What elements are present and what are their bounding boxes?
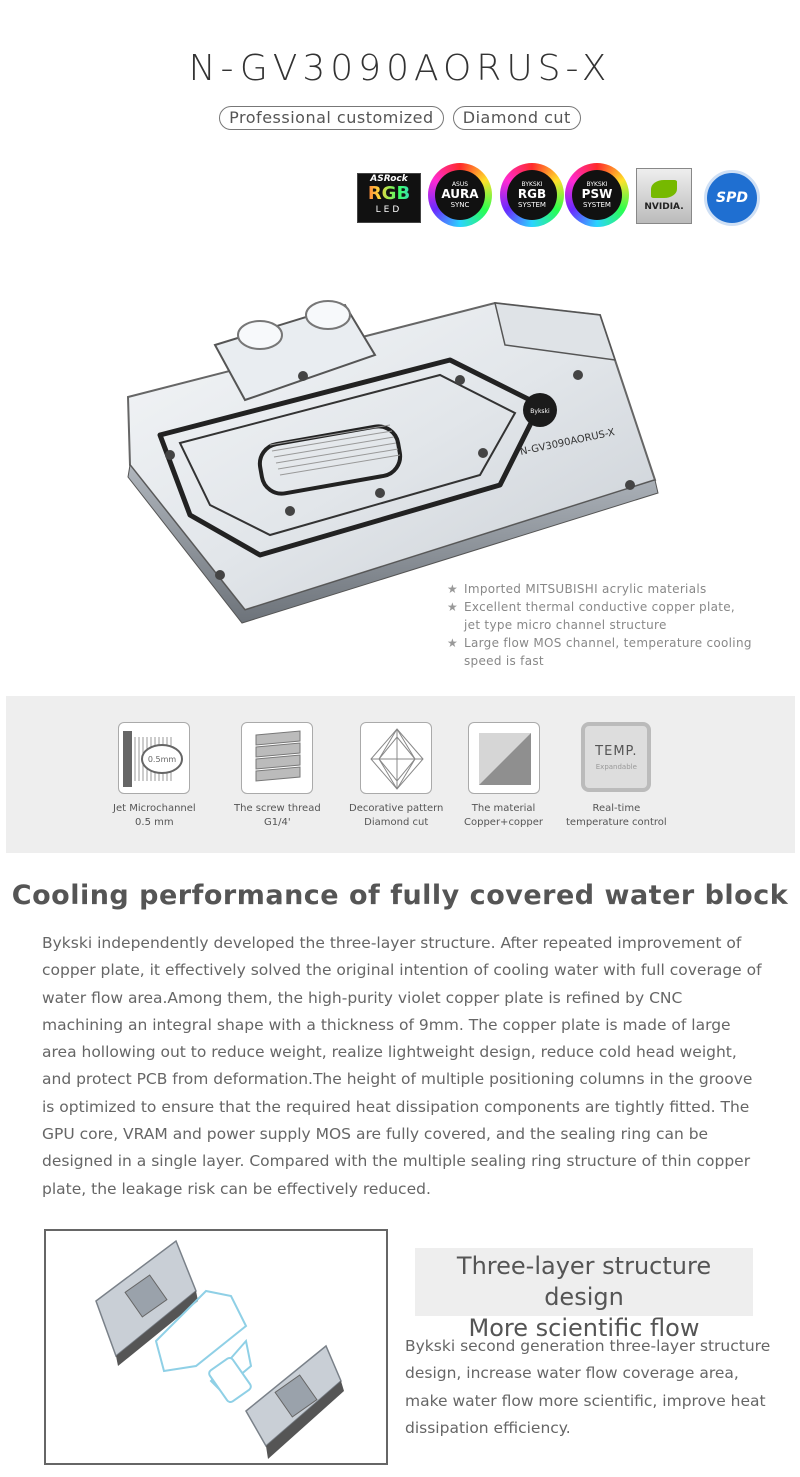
star-icon: ★	[447, 636, 459, 650]
tag-professional: Professional customized	[219, 106, 444, 130]
three-layer-body: Bykski second generation three-layer structure design, increase water flow coverage area, make water flow more scientific, improve heat dissipation efficiency.	[405, 1337, 771, 1437]
feature-item: ★ Large flow MOS channel, temperature cooling speed is fast	[447, 636, 752, 668]
temperature-icon: TEMP. Expandable	[581, 722, 651, 792]
spec-temperature: TEMP. Expandable Real-time temperature control	[566, 722, 667, 830]
nvidia-eye-icon	[651, 180, 677, 198]
spec-diamond-pattern: Decorative pattern Diamond cut	[349, 722, 443, 830]
water-block-image	[120, 285, 680, 625]
cooling-body: Bykski independently developed the three-layer structure. After repeated improvement of copper plate, it effectively solved the original intention of cooling water with full coverage of water flow area.Among them, the high-purity violet copper plate is refined by CNC machining an integral shape with a thickness of 9mm. The copper plate is made of large area hollowing out to reduce weight, realize lightweight design, reduce cold head weight, and protect PCB from deformation.The height of multiple positioning columns in the groove is optimized to ensure that the required heat dissipation components are tightly fitted. The GPU core, VRAM and power supply MOS are fully covered, and the sealing ring can be designed in a single layer. Compared with the multiple sealing ring structure of thin copper plate, the leakage risk can be effectively reduced.	[42, 934, 762, 1198]
nvidia-logo: NVIDIA.	[636, 168, 692, 224]
star-icon: ★	[447, 582, 459, 596]
tag-diamond-cut: Diamond cut	[453, 106, 581, 130]
feature-list	[447, 580, 767, 670]
block-model-label: N-GV3090AORUS-X	[519, 427, 616, 458]
bykski-rgb-logo: BYKSKI RGB SYSTEM	[500, 163, 564, 227]
asus-aura-logo: ASUS AURA SYNC	[428, 163, 492, 227]
spec-screw-thread: The screw thread G1/4'	[234, 722, 321, 830]
spd-logo: SPD	[704, 170, 760, 226]
star-icon: ★	[447, 600, 459, 614]
tag-row	[0, 106, 800, 130]
screw-thread-icon	[241, 722, 313, 794]
jet-microchannel-icon	[118, 722, 190, 794]
spec-panel	[6, 696, 795, 853]
product-title: N-GV3090AORUS-X	[188, 48, 612, 89]
copper-material-icon	[468, 722, 540, 794]
feature-item: ★ Excellent thermal conductive copper plate, jet type micro channel structure	[447, 600, 736, 632]
three-layer-diagram	[44, 1229, 388, 1465]
three-layer-heading: Three-layer structure design More scientific flow	[415, 1248, 753, 1316]
spec-jet-microchannel: 0.5mm Jet Microchannel 0.5 mm	[113, 722, 196, 830]
svg-text:0.5mm: 0.5mm	[148, 755, 177, 764]
feature-item: ★ Imported MITSUBISHI acrylic materials	[447, 582, 707, 596]
asrock-rgb-logo: ASRock RGB LED	[357, 173, 421, 223]
spec-copper-material: The material Copper+copper	[464, 722, 543, 830]
diamond-pattern-icon	[360, 722, 432, 794]
bykski-psw-logo: BYKSKI PSW SYSTEM	[565, 163, 629, 227]
compatibility-logos	[355, 163, 765, 229]
cooling-heading: Cooling performance of fully covered water block	[11, 880, 789, 911]
block-badge: Bykski	[530, 408, 550, 415]
